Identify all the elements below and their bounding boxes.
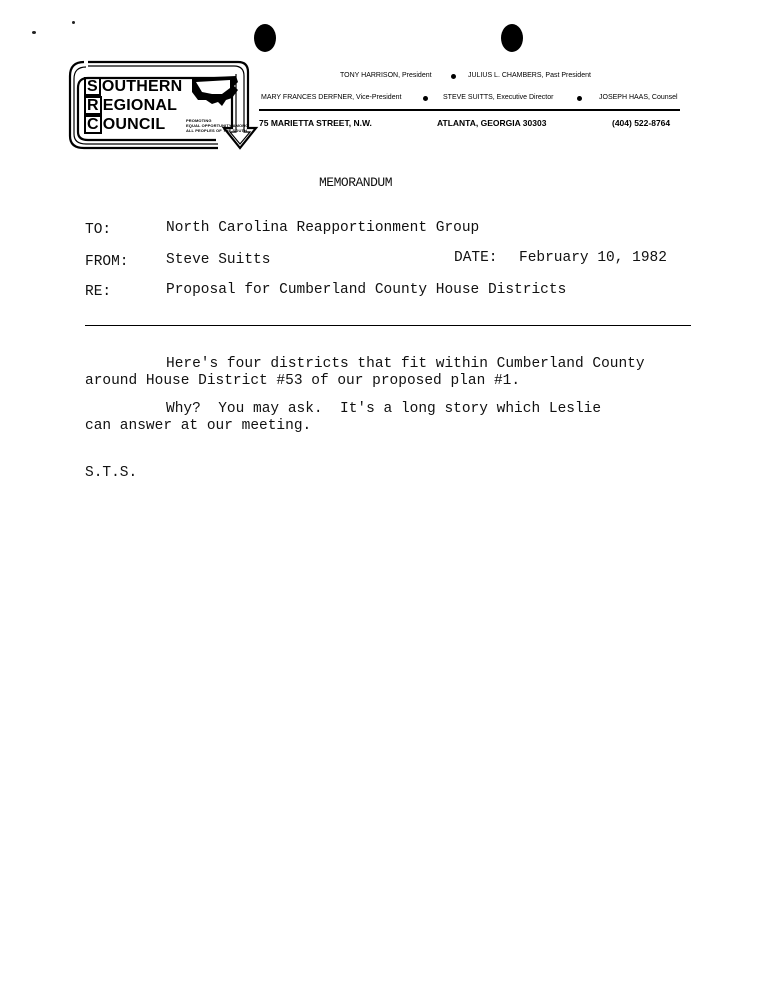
paragraph-1-line-2: around House District #53 of our proposed plan #1.	[85, 373, 521, 389]
officer-separator-bullet	[451, 74, 456, 79]
scan-speck	[32, 31, 36, 34]
to-label: TO:	[85, 222, 112, 238]
officer-executive-director: STEVE SUITTS, Executive Director	[443, 94, 554, 101]
memo-title: MEMORANDUM	[319, 175, 393, 190]
punch-hole-right	[501, 24, 523, 52]
re-value: Proposal for Cumberland County House Districts	[166, 282, 567, 298]
signature-initials: S.T.S.	[85, 465, 138, 481]
to-value: North Carolina Reapportionment Group	[166, 220, 480, 236]
paragraph-2-line-2: can answer at our meeting.	[85, 418, 312, 434]
officer-past-president: JULIUS L. CHAMBERS, Past President	[468, 72, 591, 79]
paragraph-2-line-1: Why? You may ask. It's a long story which Leslie	[166, 401, 602, 417]
date-label: DATE:	[454, 250, 498, 266]
logo-word-southern: S OUTHERN	[84, 77, 182, 96]
officer-president: TONY HARRISON, President	[340, 72, 432, 79]
address-phone: (404) 522-8764	[612, 118, 671, 128]
re-label: RE:	[85, 284, 112, 300]
officer-counsel: JOSEPH HAAS, Counsel	[599, 94, 678, 101]
date-value: February 10, 1982	[519, 250, 667, 266]
letterhead-rule	[259, 109, 680, 111]
council-logo	[66, 60, 262, 152]
officer-separator-bullet	[423, 96, 428, 101]
logo-word-regional: R EGIONAL	[84, 96, 177, 115]
from-label: FROM:	[85, 254, 129, 270]
officer-vice-president: MARY FRANCES DERFNER, Vice-President	[261, 94, 402, 101]
punch-hole-left	[254, 24, 276, 52]
logo-word-council: C OUNCIL	[84, 115, 165, 134]
scan-speck	[72, 21, 75, 24]
from-value: Steve Suitts	[166, 252, 271, 268]
paragraph-1-line-1: Here's four districts that fit within Cumberland County	[166, 356, 645, 372]
logo-tagline: PROMOTING EQUAL OPPORTUNITY AMONG ALL PEOPLES OF THE SOUTH	[186, 118, 249, 133]
address-city: ATLANTA, GEORGIA 30303	[437, 118, 547, 128]
address-street: 75 MARIETTA STREET, N.W.	[259, 118, 372, 128]
memo-header-rule	[85, 325, 691, 326]
officer-separator-bullet	[577, 96, 582, 101]
